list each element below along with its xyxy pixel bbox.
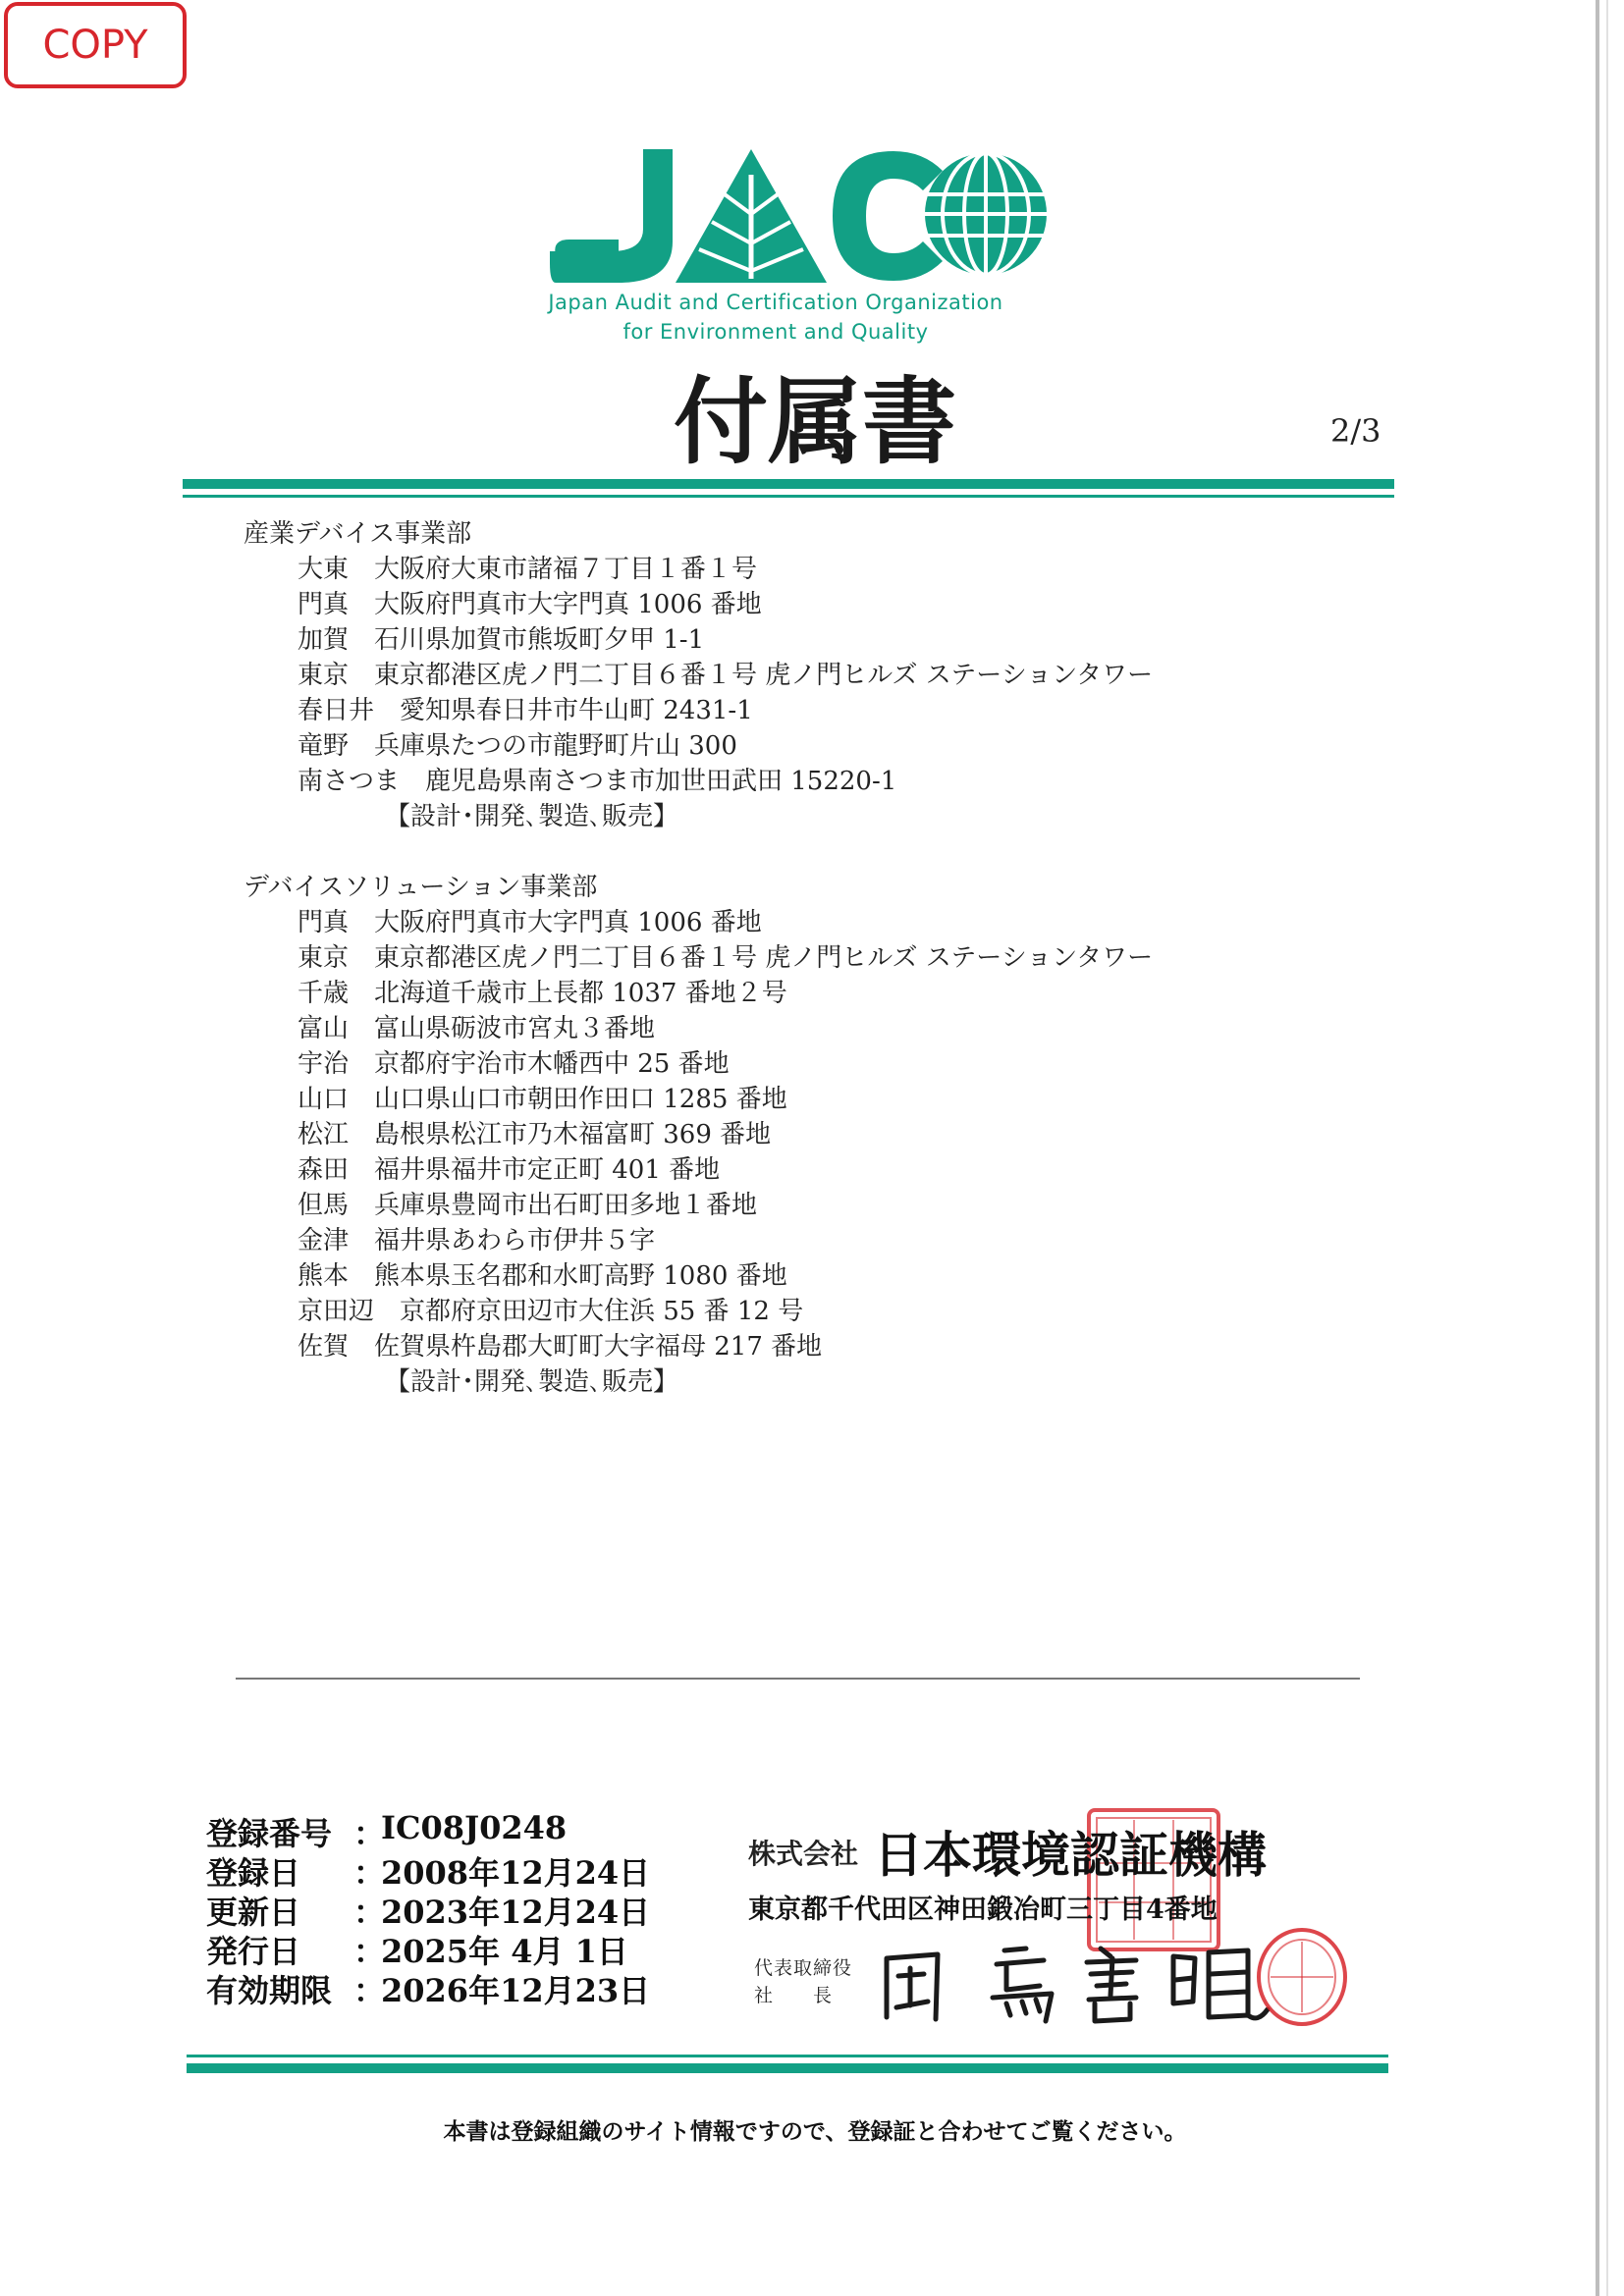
section-title: デバイスソリューション事業部 (244, 873, 598, 902)
copy-stamp-label: COPY (42, 23, 148, 68)
footer-rule-thin (187, 2055, 1388, 2057)
section-title: 産業デバイス事業部 (244, 519, 472, 549)
issue-date-label: 発行日 (206, 1933, 301, 1970)
site-line: 門真 大阪府門真市大字門真 1006 番地 (298, 590, 762, 619)
issue-date-value: 2025年 4月 1日 (381, 1933, 628, 1970)
header-rule-thin (183, 495, 1394, 498)
renewal-date-label: 更新日 (206, 1894, 301, 1931)
scope-line: 【設計･開発､製造､販売】 (385, 1367, 679, 1397)
reg-colon: ： (353, 1894, 386, 1931)
site-line: 門真 大阪府門真市大字門真 1006 番地 (298, 908, 762, 937)
page-number: 2/3 (1330, 412, 1381, 450)
site-line: 山口 山口県山口市朝田作田口 1285 番地 (298, 1085, 787, 1114)
reg-colon: ： (353, 1854, 386, 1892)
footer-rule-thick (187, 2063, 1388, 2073)
site-line: 加賀 石川県加賀市熊坂町夕甲 1-1 (298, 625, 705, 655)
site-line: 東京 東京都港区虎ノ門二丁目６番１号 虎ノ門ヒルズ ステーションタワー (298, 661, 1154, 690)
logo-subtitle-line2: for Environment and Quality (623, 320, 929, 344)
site-line: 森田 福井県福井市定正町 401 番地 (298, 1155, 721, 1185)
logo-subtitle-line1: Japan Audit and Certification Organization (548, 291, 1003, 314)
signature-image (879, 1939, 1281, 2027)
representative-seal-stamp (1255, 1926, 1349, 2028)
site-line: 宇治 京都府宇治市木幡西中 25 番地 (298, 1049, 730, 1079)
issuer-prefix: 株式会社 (748, 1838, 859, 1870)
expiry-date-label: 有効期限 (206, 1972, 333, 2009)
scope-line: 【設計･開発､製造､販売】 (385, 802, 679, 831)
reg-date-label: 登録日 (206, 1854, 301, 1892)
reg-number-label: 登録番号 (206, 1815, 333, 1852)
page-title: 付属書 (674, 366, 956, 477)
site-line: 松江 島根県松江市乃木福富町 369 番地 (298, 1120, 772, 1149)
site-line: 京田辺 京都府京田辺市大住浜 55 番 12 号 (298, 1297, 804, 1326)
footer-note: 本書は登録組織のサイト情報ですので、登録証と合わせてご覧ください。 (443, 2119, 1187, 2145)
site-line: 金津 福井県あわら市伊井５字 (298, 1226, 656, 1255)
issuer-name: 日本環境認証機構 (874, 1827, 1267, 1884)
reg-number-value: IC08J0248 (381, 1809, 568, 1846)
expiry-date-value: 2026年12月23日 (381, 1972, 651, 2009)
reg-colon: ： (353, 1815, 386, 1852)
jaco-logo (550, 145, 1051, 285)
copy-stamp (4, 2, 187, 88)
site-line: 竜野 兵庫県たつの市龍野町片山 300 (298, 731, 737, 761)
site-line: 南さつま 鹿児島県南さつま市加世田武田 15220-1 (298, 767, 897, 796)
site-line: 佐賀 佐賀県杵島郡大町町大字福母 217 番地 (298, 1332, 823, 1362)
reg-colon: ： (353, 1972, 386, 2009)
site-line: 但馬 兵庫県豊岡市出石町田多地１番地 (298, 1191, 758, 1220)
header-rule-thick (183, 479, 1394, 489)
site-line: 熊本 熊本県玉名郡和水町高野 1080 番地 (298, 1261, 787, 1291)
issuer-address: 東京都千代田区神田鍛冶町三丁目4番地 (748, 1895, 1218, 1925)
signature-text: 岡島善明 (880, 1941, 884, 1942)
site-line: 春日井 愛知県春日井市牛山町 2431-1 (298, 696, 753, 725)
scan-edge-line (1596, 0, 1599, 2296)
rep-title-line2: 社 長 (754, 1985, 834, 2006)
rep-title-line1: 代表取締役 (754, 1957, 853, 1979)
reg-date-value: 2008年12月24日 (381, 1854, 651, 1892)
section-divider (236, 1678, 1360, 1680)
renewal-date-value: 2023年12月24日 (381, 1894, 651, 1931)
scan-edge-line-light (1606, 0, 1608, 2296)
reg-colon: ： (353, 1933, 386, 1970)
logo-wordmark: JACO (551, 147, 554, 148)
site-line: 富山 富山県砺波市宮丸３番地 (298, 1014, 656, 1043)
site-line: 東京 東京都港区虎ノ門二丁目６番１号 虎ノ門ヒルズ ステーションタワー (298, 943, 1154, 973)
site-line: 千歳 北海道千歳市上長都 1037 番地２号 (298, 979, 787, 1008)
site-line: 大東 大阪府大東市諸福７丁目１番１号 (298, 555, 758, 584)
